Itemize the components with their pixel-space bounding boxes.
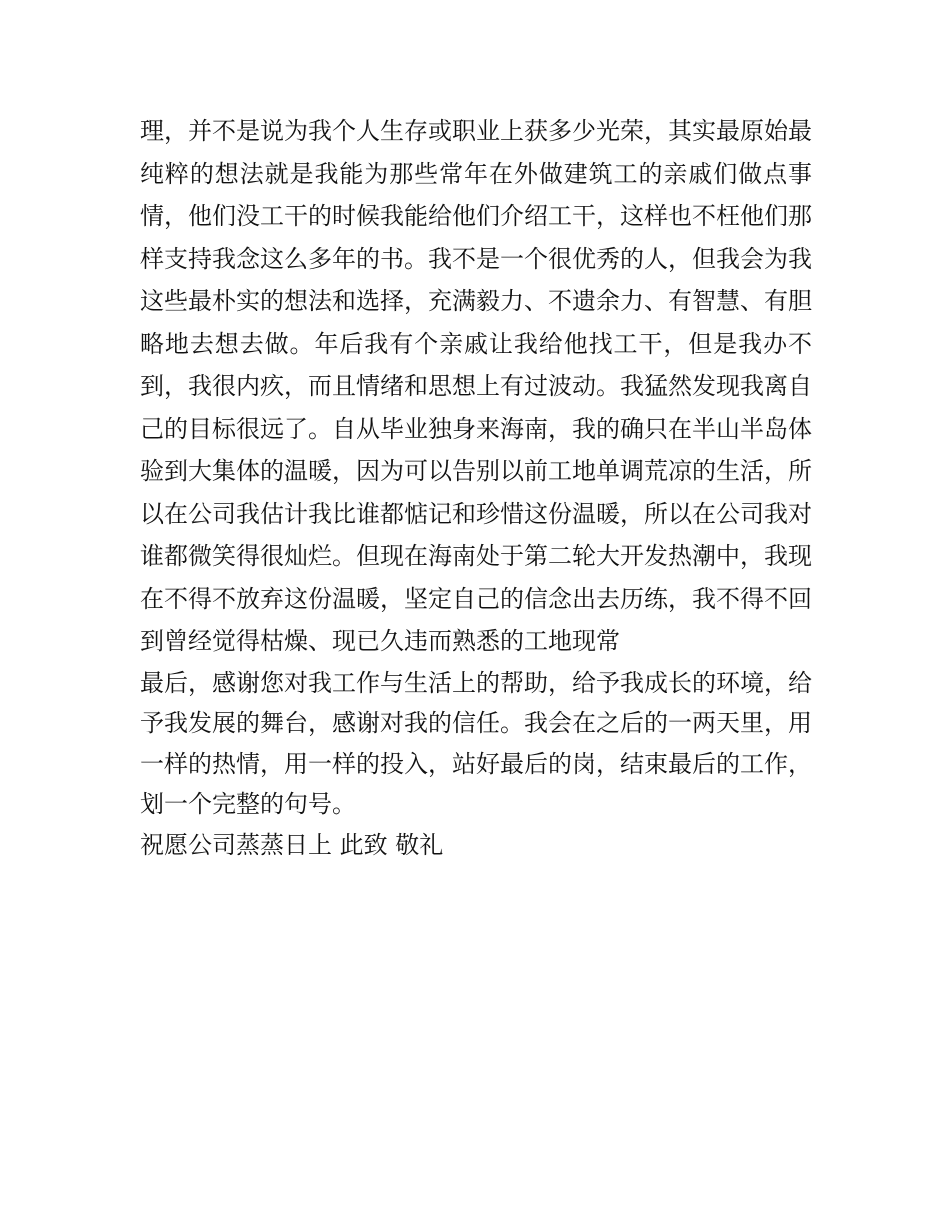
body-paragraph-continuation: 理，并不是说为我个人生存或职业上获多少光荣，其实最原始最纯粹的想法就是我能为那些常年在外做建筑工的亲戚们做点事情，他们没工干的时候我能给他们介绍工干，这样也不枉他们那样支持我念这么多年的书。我不是一个很优秀的人，但我会为我这些最朴实的想法和选择，充满毅力、不遗余力、有智慧、有胆略地去想去做。年后我有个亲戚让我给他找工干，但是我办不到，我很内疚，而且情绪和思想上有过波动。我猛然发现我离自己的目标很远了。自从毕业独身来海南，我的确只在半山半岛体验到大集体的温暖，因为可以告别以前工地单调荒凉的生活，所以在公司我估计我比谁都惦记和珍惜这份温暖，所以在公司我对谁都微笑得很灿烂。但现在海南处于第二轮大开发热潮中，我现在不得不放弃这份温暖，坚定自己的信念出去历练，我不得不回到曾经觉得枯燥、现已久违而熟悉的工地现常 <box>140 117 812 655</box>
letter-body <box>140 110 812 865</box>
closing-salutation: 祝愿公司蒸蒸日上 此致 敬礼 <box>140 830 444 859</box>
body-paragraph-thanks: 最后，感谢您对我工作与生活上的帮助，给予我成长的环境，给予我发展的舞台，感谢对我的信任。我会在之后的一两天里，用一样的热情，用一样的投入，站好最后的岗，结束最后的工作，划一个完整的句号。 <box>140 668 812 818</box>
